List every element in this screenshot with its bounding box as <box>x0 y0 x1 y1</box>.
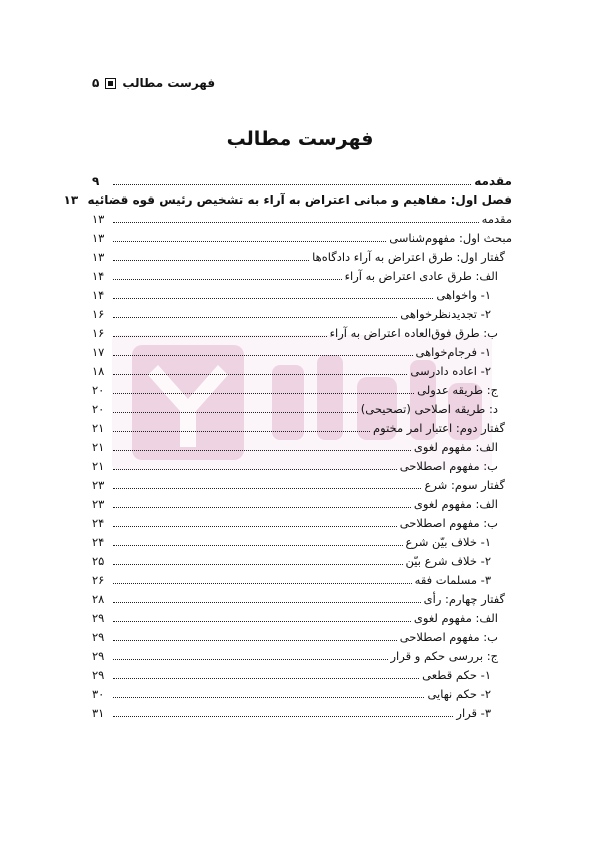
toc-entry-label: ۲- اعاده دادرسی <box>410 364 491 378</box>
toc-entry-page: ۲۴ <box>92 535 105 549</box>
toc-entry-page: ۱۴ <box>92 269 105 283</box>
toc-entry-page: ۲۱ <box>92 459 105 473</box>
toc-entry-page: ۳۱ <box>92 706 105 720</box>
toc-entry-label: فصل اول: مفاهیم و مبانی اعتراض به آراء به تشخیص رئیس قوه قضائیه <box>87 193 512 207</box>
toc-entry-page: ۱۳ <box>92 250 105 264</box>
toc-entry <box>92 626 512 645</box>
toc-entry-label: گفتار دوم: اعتبار امر مختوم <box>373 421 505 435</box>
dot-leader <box>113 507 411 508</box>
toc-entry-label: ۱- واخواهی <box>436 288 491 302</box>
toc-entry-label: مقدمه <box>474 174 512 188</box>
dot-leader <box>113 450 411 451</box>
toc-entry <box>92 588 512 607</box>
toc-entry <box>92 398 512 417</box>
toc-entry-label: د: طریقه اصلاحی (تصحیحی) <box>360 402 498 416</box>
toc-entry-page: ۲۸ <box>92 592 105 606</box>
dot-leader <box>113 545 403 546</box>
toc-entry-page: ۱۸ <box>92 364 105 378</box>
toc-entry-page: ۲۱ <box>92 440 105 454</box>
toc-entry-label: ۱- حکم قطعی <box>422 668 491 682</box>
dot-leader <box>113 488 421 489</box>
toc-entry-page: ۲۳ <box>92 497 105 511</box>
dot-leader <box>113 678 419 679</box>
toc-entry <box>92 170 512 189</box>
toc-entry <box>92 702 512 721</box>
square-icon <box>105 78 116 89</box>
dot-leader <box>113 374 407 375</box>
toc-entry <box>92 531 512 550</box>
toc-entry-label: ۱- خلاف بیّن شرع <box>405 535 491 549</box>
toc-entry-page: ۱۶ <box>92 307 105 321</box>
dot-leader <box>113 222 479 223</box>
toc-entry-label: ۱- فرجام‌خواهی <box>415 345 491 359</box>
dot-leader <box>113 621 411 622</box>
toc-entry <box>92 322 512 341</box>
dot-leader <box>113 355 413 356</box>
toc-entry-label: ب: طرق فوق‌العاده اعتراض به آراء <box>329 326 498 340</box>
toc-entry <box>92 436 512 455</box>
toc-entry <box>92 683 512 702</box>
dot-leader <box>113 184 471 185</box>
toc-entry-label: ب: مفهوم اصطلاحی <box>399 516 498 530</box>
toc-entry-label: مقدمه <box>481 212 512 226</box>
toc-entry <box>92 607 512 626</box>
dot-leader <box>113 393 414 394</box>
toc-entry-page: ۱۶ <box>92 326 105 340</box>
dot-leader <box>113 583 412 584</box>
toc-entry-label: الف: مفهوم لغوی <box>413 497 498 511</box>
toc-entry-label: گفتار اول: طرق اعتراض به آراء دادگاه‌ها <box>312 250 505 264</box>
toc-entry <box>92 417 512 436</box>
toc-entry <box>92 208 512 227</box>
dot-leader <box>113 602 421 603</box>
dot-leader <box>113 640 397 641</box>
toc-entry-page: ۲۰ <box>92 383 105 397</box>
toc-entry-label: ب: مفهوم اصطلاحی <box>399 630 498 644</box>
toc-entry-label: ۲- خلاف شرع بیّن <box>405 554 491 568</box>
toc-entry-page: ۲۹ <box>92 668 105 682</box>
toc-entry-page: ۹ <box>92 174 100 188</box>
dot-leader <box>113 697 424 698</box>
toc-entry <box>63 189 512 208</box>
toc-entry <box>92 227 512 246</box>
toc-entry-page: ۱۴ <box>92 288 105 302</box>
dot-leader <box>113 526 397 527</box>
toc-entry <box>92 455 512 474</box>
dot-leader <box>113 564 403 565</box>
toc-entry <box>92 360 512 379</box>
toc-entry <box>92 284 512 303</box>
toc-entry-page: ۱۷ <box>92 345 105 359</box>
toc-entry-label: ج: طریقه عدولی <box>417 383 498 397</box>
dot-leader <box>113 317 397 318</box>
toc-entry <box>92 512 512 531</box>
toc-entry-label: گفتار چهارم: رأی <box>423 592 505 606</box>
dot-leader <box>113 659 388 660</box>
dot-leader <box>113 716 453 717</box>
page-title: فهرست مطالب <box>226 128 374 150</box>
toc-entry <box>92 246 512 265</box>
toc-entry-label: الف: طرق عادی اعتراض به آراء <box>344 269 498 283</box>
running-head-page-number: ۵ <box>92 76 100 90</box>
toc-entry-page: ۱۳ <box>92 231 105 245</box>
dot-leader <box>113 412 358 413</box>
toc-entry-label: ۳- مسلمات فقه <box>414 573 491 587</box>
dot-leader <box>113 431 370 432</box>
running-head <box>92 76 215 90</box>
toc-entry-page: ۲۹ <box>92 649 105 663</box>
toc-entry-label: الف: مفهوم لغوی <box>413 440 498 454</box>
toc-entry <box>92 379 512 398</box>
toc-entry <box>92 645 512 664</box>
toc-entry-page: ۱۳ <box>63 193 79 207</box>
dot-leader <box>113 298 433 299</box>
running-head-title: فهرست مطالب <box>122 76 216 90</box>
toc-entry-label: گفتار سوم: شرع <box>424 478 505 492</box>
toc-entry <box>92 303 512 322</box>
toc-entry-page: ۲۳ <box>92 478 105 492</box>
toc-entry <box>92 569 512 588</box>
toc-entry-label: ۳- قرار <box>456 706 491 720</box>
toc-entry-page: ۲۱ <box>92 421 105 435</box>
toc-entry <box>92 550 512 569</box>
toc-entry-label: الف: مفهوم لغوی <box>413 611 498 625</box>
dot-leader <box>113 469 397 470</box>
toc-entry <box>92 265 512 284</box>
dot-leader <box>113 336 327 337</box>
toc-entry-page: ۲۵ <box>92 554 105 568</box>
table-of-contents <box>63 170 512 721</box>
toc-entry-label: ج: بررسی حکم و قرار <box>390 649 498 663</box>
toc-entry-label: مبحث اول: مفهوم‌شناسی <box>389 231 512 245</box>
dot-leader <box>113 260 309 261</box>
dot-leader <box>113 241 386 242</box>
toc-entry-page: ۲۰ <box>92 402 105 416</box>
toc-entry-page: ۲۴ <box>92 516 105 530</box>
toc-entry <box>92 341 512 360</box>
toc-entry-page: ۱۳ <box>92 212 105 226</box>
toc-entry-page: ۳۰ <box>92 687 105 701</box>
toc-entry <box>92 474 512 493</box>
toc-entry <box>92 493 512 512</box>
toc-entry <box>92 664 512 683</box>
toc-entry-page: ۲۹ <box>92 611 105 625</box>
toc-entry-page: ۲۹ <box>92 630 105 644</box>
toc-entry-label: ۲- حکم نهایی <box>427 687 491 701</box>
toc-entry-label: ب: مفهوم اصطلاحی <box>399 459 498 473</box>
toc-entry-label: ۲- تجدیدنظرخواهی <box>400 307 491 321</box>
toc-entry-page: ۲۶ <box>92 573 105 587</box>
dot-leader <box>113 279 342 280</box>
